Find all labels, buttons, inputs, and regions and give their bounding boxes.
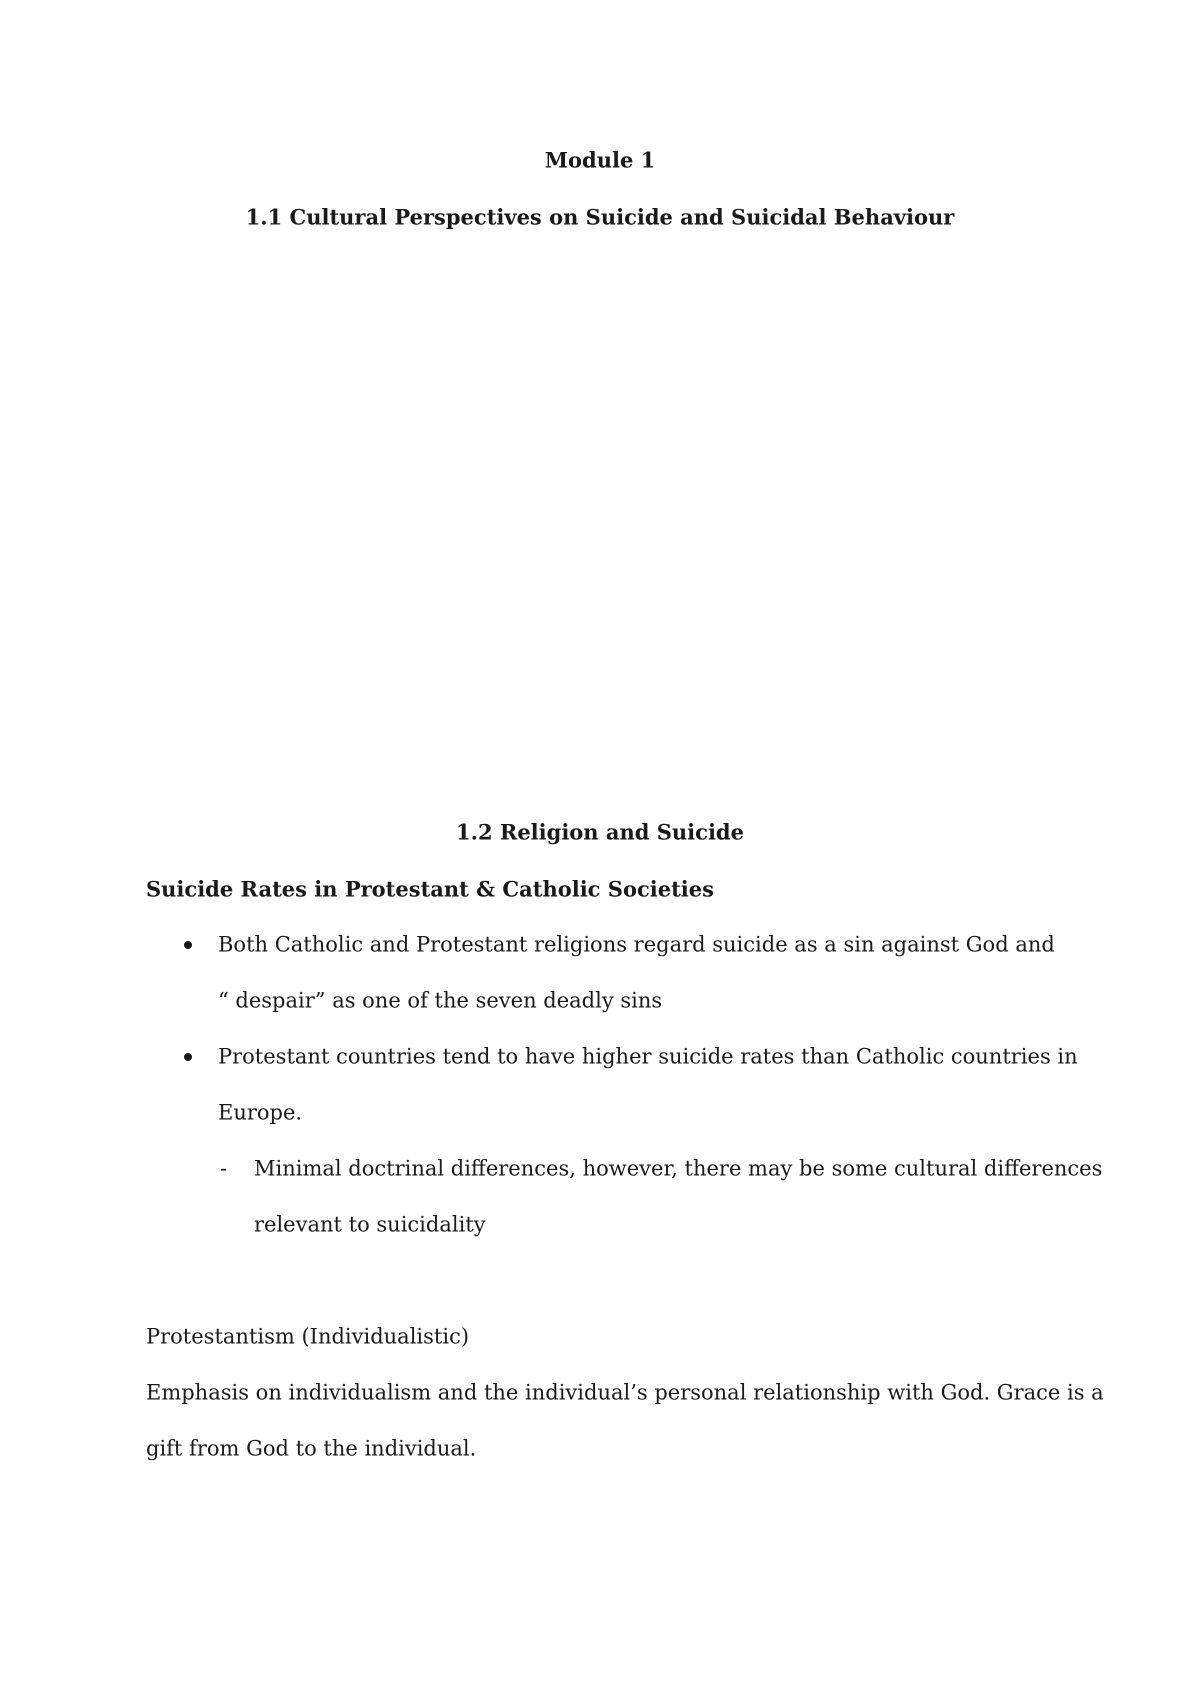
subheading: Suicide Rates in Protestant & Catholic Societies <box>146 876 714 902</box>
section-1-2-heading: 1.2 Religion and Suicide <box>456 819 744 845</box>
protestantism-heading: Protestantism (Individualistic) <box>146 1324 470 1349</box>
bullet-dot-icon <box>184 941 192 949</box>
bullet-2-line-1: Protestant countries tend to have higher suicide rates than Catholic countries in <box>218 1044 1078 1069</box>
sub-item-line-1: Minimal doctrinal differences, however, there may be some cultural differences <box>254 1156 1103 1181</box>
protestantism-paragraph-line-1: Emphasis on individualism and the individual’s personal relationship with God. Grace is a <box>146 1380 1104 1405</box>
module-title: Module 1 <box>544 147 656 173</box>
section-1-1-heading: 1.1 Cultural Perspectives on Suicide and Suicidal Behaviour <box>245 204 955 230</box>
sub-item-marker: - <box>220 1156 228 1181</box>
bullet-dot-icon <box>184 1053 192 1061</box>
bullet-1-line-2: “ despair” as one of the seven deadly sins <box>218 988 663 1013</box>
protestantism-paragraph-line-2: gift from God to the individual. <box>146 1436 477 1461</box>
sub-item-line-2: relevant to suicidality <box>254 1212 486 1237</box>
bullet-1-line-1: Both Catholic and Protestant religions regard suicide as a sin against God and <box>218 932 1055 957</box>
bullet-2-line-2: Europe. <box>218 1100 303 1125</box>
